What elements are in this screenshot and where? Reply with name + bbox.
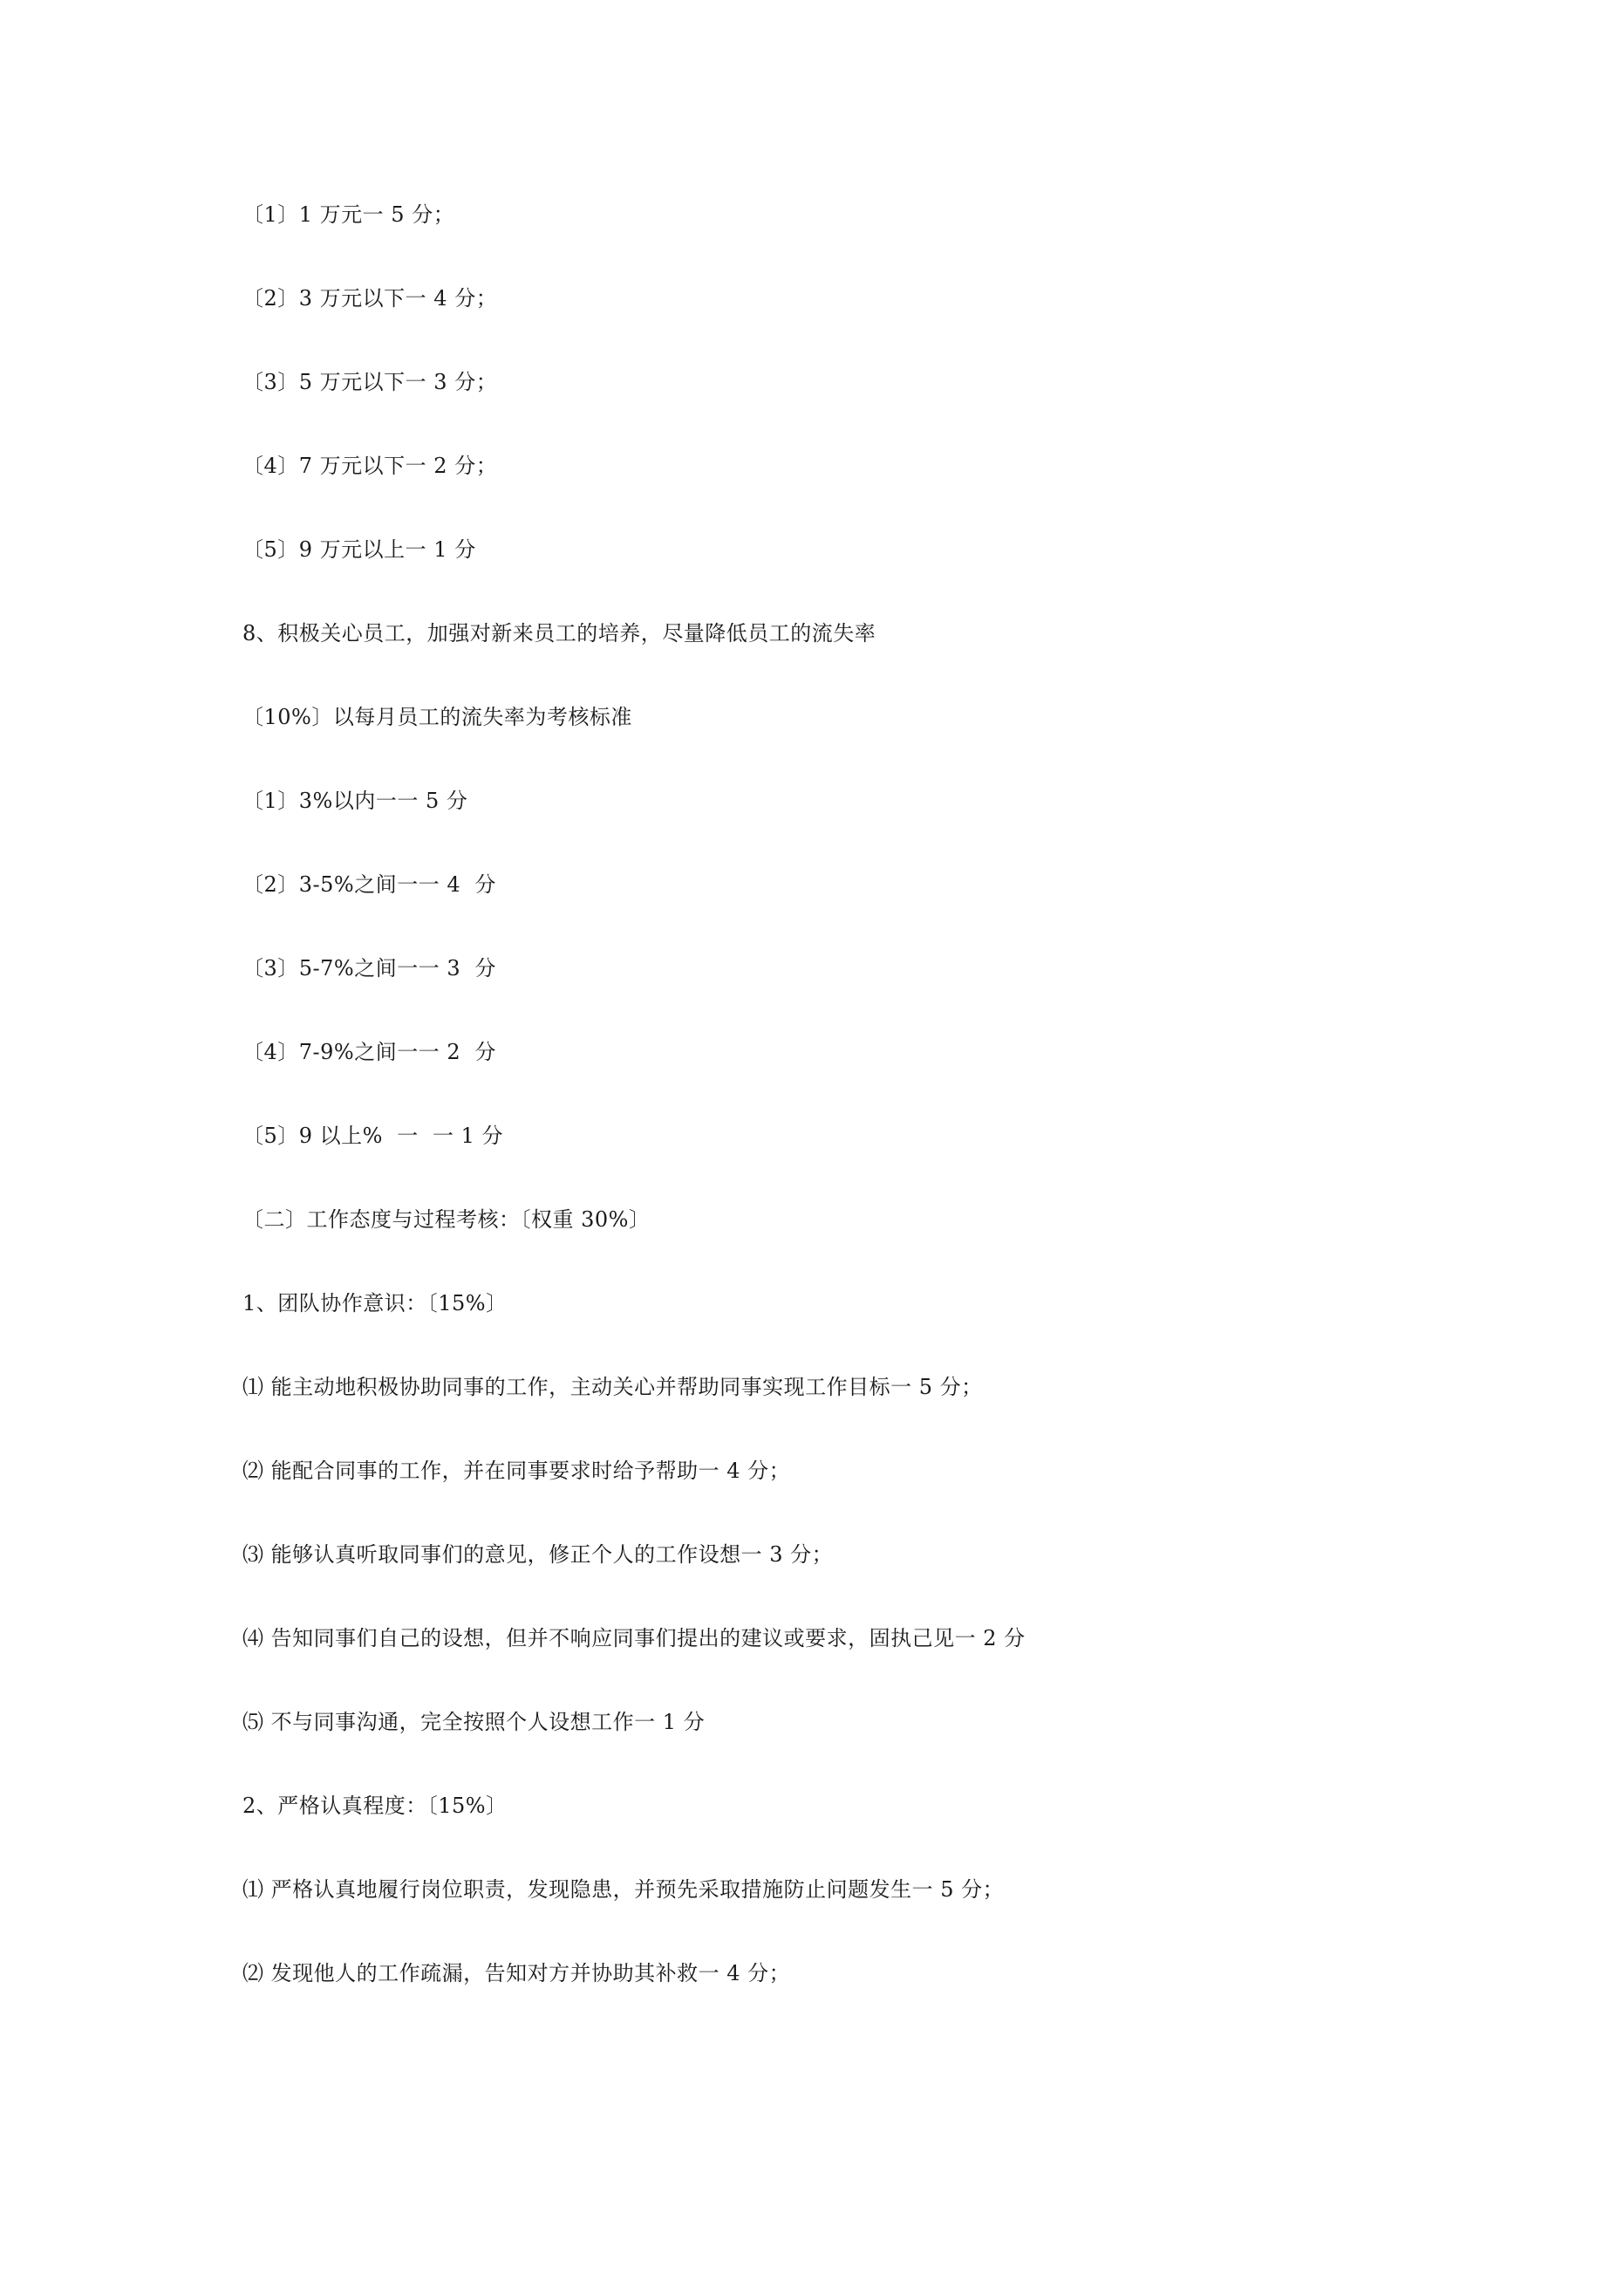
text-line: ⑵ 发现他人的工作疏漏，告知对方并协助其补救一 4 分； — [242, 1961, 791, 1985]
text-line: ⑷ 告知同事们自己的设想，但并不响应同事们提出的建议或要求，固执己见一 2 分 — [242, 1626, 1026, 1650]
text-line: 〔4〕7-9%之间一一 2 分 — [242, 1040, 496, 1064]
text-line: ⑸ 不与同事沟通，完全按照个人设想工作一 1 分 — [242, 1710, 706, 1734]
text-line: ⑴ 能主动地积极协助同事的工作，主动关心并帮助同事实现工作目标一 5 分； — [242, 1375, 983, 1399]
text-line: 〔1〕1 万元一 5 分； — [242, 202, 455, 227]
text-line: 〔5〕9 以上% 一 一 1 分 — [242, 1124, 504, 1148]
text-line: 〔3〕5 万元以下一 3 分； — [242, 370, 498, 394]
text-line: 〔10%〕以每月员工的流失率为考核标准 — [242, 705, 632, 729]
text-line: ⑶ 能够认真听取同事们的意见，修正个人的工作设想一 3 分； — [242, 1542, 834, 1567]
text-line: 〔4〕7 万元以下一 2 分； — [242, 454, 498, 478]
text-line: 2、严格认真程度：〔15%〕 — [242, 1794, 508, 1818]
text-line: 8、积极关心员工，加强对新来员工的培养，尽量降低员工的流失率 — [242, 621, 876, 646]
text-line: ⑵ 能配合同事的工作，并在同事要求时给予帮助一 4 分； — [242, 1459, 791, 1483]
text-line: ⑴ 严格认真地履行岗位职责，发现隐患，并预先采取措施防止问题发生一 5 分； — [242, 1877, 1005, 1902]
text-line: 1、团队协作意识：〔15%〕 — [242, 1291, 508, 1315]
text-line: 〔5〕9 万元以上一 1 分 — [242, 537, 476, 562]
text-line: 〔2〕3 万元以下一 4 分； — [242, 286, 498, 311]
text-line: 〔二〕工作态度与过程考核：〔权重 30%〕 — [242, 1207, 651, 1232]
text-line: 〔3〕5-7%之间一一 3 分 — [242, 956, 496, 981]
text-line: 〔1〕3%以内一一 5 分 — [242, 789, 468, 813]
text-line: 〔2〕3-5%之间一一 4 分 — [242, 872, 496, 897]
